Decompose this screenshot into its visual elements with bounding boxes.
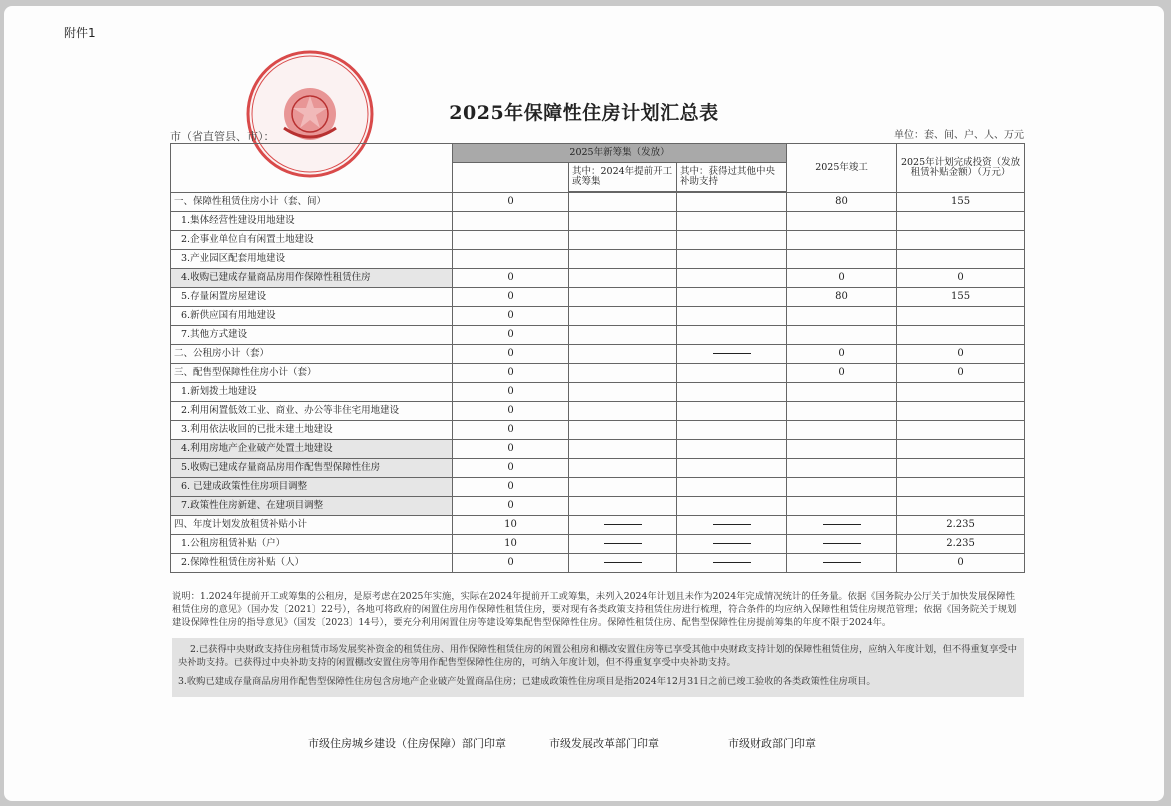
cell-raise-sub2 <box>677 516 787 535</box>
row-label: 1.集体经营性建设用地建设 <box>171 212 453 231</box>
dash-mark <box>713 524 751 525</box>
row-label: 7.其他方式建设 <box>171 326 453 345</box>
row-label: 7.政策性住房新建、在建项目调整 <box>171 497 453 516</box>
header-completed: 2025年竣工 <box>787 144 897 193</box>
table-row <box>171 345 1025 364</box>
cell-raise-sub2 <box>677 269 787 288</box>
header-invest: 2025年计划完成投资（发放租赁补贴金额）（万元） <box>897 144 1025 193</box>
cell-raise: 0 <box>453 459 569 478</box>
cell-raise-sub1 <box>569 383 677 402</box>
dash-mark <box>604 562 642 563</box>
row-label: 1.新划拨土地建设 <box>171 383 453 402</box>
cell-invest <box>897 250 1025 269</box>
cell-invest <box>897 326 1025 345</box>
row-label: 三、配售型保障性住房小计（套） <box>171 364 453 383</box>
cell-completed <box>787 516 897 535</box>
cell-raise-sub1 <box>569 459 677 478</box>
dash-mark <box>604 543 642 544</box>
cell-raise-sub1 <box>569 535 677 554</box>
cell-invest: 2.235 <box>897 535 1025 554</box>
table-row <box>171 364 1025 383</box>
cell-raise-sub1 <box>569 421 677 440</box>
cell-raise: 0 <box>453 269 569 288</box>
table-row <box>171 250 1025 269</box>
cell-invest <box>897 459 1025 478</box>
cell-raise-sub1 <box>569 478 677 497</box>
cell-raise: 0 <box>453 383 569 402</box>
cell-completed: 0 <box>787 269 897 288</box>
table-row <box>171 288 1025 307</box>
cell-raise-sub2 <box>677 478 787 497</box>
cell-raise-sub2 <box>677 250 787 269</box>
cell-invest <box>897 497 1025 516</box>
cell-invest <box>897 383 1025 402</box>
row-label: 3.产业园区配套用地建设 <box>171 250 453 269</box>
cell-invest <box>897 478 1025 497</box>
cell-raise: 0 <box>453 497 569 516</box>
table-row <box>171 535 1025 554</box>
cell-raise: 0 <box>453 554 569 573</box>
cell-completed <box>787 231 897 250</box>
cell-raise-sub1 <box>569 326 677 345</box>
cell-raise-sub2 <box>677 402 787 421</box>
table-row <box>171 269 1025 288</box>
row-label: 四、年度计划发放租赁补贴小计 <box>171 516 453 535</box>
row-label: 二、公租房小计（套） <box>171 345 453 364</box>
cell-invest <box>897 421 1025 440</box>
dash-mark <box>713 543 751 544</box>
row-label: 2.保障性租赁住房补贴（人） <box>171 554 453 573</box>
row-label: 6. 已建成政策性住房项目调整 <box>171 478 453 497</box>
cell-raise-sub2 <box>677 440 787 459</box>
cell-raise-sub2 <box>677 383 787 402</box>
cell-invest: 0 <box>897 364 1025 383</box>
cell-raise-sub1 <box>569 193 677 212</box>
cell-raise-sub2 <box>677 554 787 573</box>
cell-completed <box>787 440 897 459</box>
cell-invest: 155 <box>897 288 1025 307</box>
row-label: 4.利用房地产企业破产处置土地建设 <box>171 440 453 459</box>
cell-completed <box>787 459 897 478</box>
cell-raise: 0 <box>453 364 569 383</box>
note-3: 3.收购已建成存量商品房用作配售型保障性住房包含房地产企业破产处置商品住房；已建成政策性住房项目是指2024年12月31日之前已竣工验收的各类政策性住房项目。 <box>178 676 876 687</box>
cell-raise-sub2 <box>677 307 787 326</box>
stamp-finance: 市级财政部门印章 <box>728 737 816 750</box>
row-label: 5.存量闲置房屋建设 <box>171 288 453 307</box>
cell-raise-sub1 <box>569 364 677 383</box>
table-row <box>171 231 1025 250</box>
row-label: 5.收购已建成存量商品房用作配售型保障性住房 <box>171 459 453 478</box>
cell-raise-sub2 <box>677 459 787 478</box>
cell-completed: 0 <box>787 345 897 364</box>
table-row <box>171 516 1025 535</box>
table-row <box>171 383 1025 402</box>
cell-completed <box>787 250 897 269</box>
document-page <box>4 6 1164 801</box>
cell-raise: 0 <box>453 402 569 421</box>
plan-summary-table <box>170 143 1025 573</box>
cell-raise-sub1 <box>569 212 677 231</box>
row-label: 2.企事业单位自有闲置土地建设 <box>171 231 453 250</box>
cell-raise-sub2 <box>677 326 787 345</box>
row-label: 2.利用闲置低效工业、商业、办公等非住宅用地建设 <box>171 402 453 421</box>
dash-mark <box>823 524 861 525</box>
note-1: 说明：1.2024年提前开工或筹集的公租房，是原考虑在2025年实施，实际在2024年提前开工或筹集，未列入2024年计划且未作为2024年完成情况统计的任务量。依据《国务院办公厅关于加快发展保障性租赁住房的意见》（国办发〔2021〕22号），各地可将政府的闲置住房用作保障性租赁住房，要对现有各类政策支持租赁住房进行梳理，符合条件的均应纳入保障性租赁住房规范管理；依据《国务院关于规划建设保障性住房的指导意见》（国发〔2023〕14号），要充分利用闲置住房等建设筹集配售型保障性住房。保障性租赁住房、配售型保障性住房提前筹集的年度不限于2024年。 <box>172 591 1017 628</box>
cell-raise-sub1 <box>569 231 677 250</box>
cell-completed <box>787 421 897 440</box>
cell-raise: 0 <box>453 440 569 459</box>
cell-invest <box>897 402 1025 421</box>
notes-box <box>172 638 1024 697</box>
cell-invest: 0 <box>897 345 1025 364</box>
cell-completed: 80 <box>787 193 897 212</box>
row-label: 一、保障性租赁住房小计（套、间） <box>171 193 453 212</box>
table-row <box>171 212 1025 231</box>
cell-raise-sub1 <box>569 440 677 459</box>
cell-invest: 2.235 <box>897 516 1025 535</box>
cell-raise-sub2 <box>677 193 787 212</box>
cell-raise: 0 <box>453 288 569 307</box>
row-label: 4.收购已建成存量商品房用作保障性租赁住房 <box>171 269 453 288</box>
header-raise-sub1: 其中：2024年提前开工或筹集 <box>569 163 677 192</box>
dash-mark <box>823 562 861 563</box>
cell-raise-sub1 <box>569 402 677 421</box>
cell-raise-sub2 <box>677 345 787 364</box>
cell-invest: 155 <box>897 193 1025 212</box>
cell-raise-sub2 <box>677 535 787 554</box>
annex-label: 附件1 <box>64 26 96 40</box>
cell-raise: 0 <box>453 478 569 497</box>
cell-raise <box>453 212 569 231</box>
cell-raise: 10 <box>453 516 569 535</box>
cell-raise-sub1 <box>569 497 677 516</box>
row-label: 3.利用依法收回的已批未建土地建设 <box>171 421 453 440</box>
cell-invest <box>897 231 1025 250</box>
cell-completed <box>787 212 897 231</box>
stamp-housing: 市级住房城乡建设（住房保障）部门印章 <box>308 737 506 750</box>
cell-raise-sub2 <box>677 421 787 440</box>
header-item-blank <box>171 144 453 193</box>
cell-raise: 0 <box>453 326 569 345</box>
cell-raise: 0 <box>453 307 569 326</box>
cell-invest <box>897 212 1025 231</box>
unit-label: 单位：套、间、户、人、万元 <box>894 130 1024 141</box>
cell-completed: 0 <box>787 364 897 383</box>
cell-raise-sub2 <box>677 288 787 307</box>
table-row <box>171 307 1025 326</box>
table-row <box>171 478 1025 497</box>
cell-raise-sub1 <box>569 269 677 288</box>
table-row <box>171 421 1025 440</box>
cell-completed <box>787 326 897 345</box>
cell-invest: 0 <box>897 554 1025 573</box>
cell-raise-sub2 <box>677 231 787 250</box>
cell-raise: 0 <box>453 421 569 440</box>
cell-raise-sub1 <box>569 345 677 364</box>
cell-completed: 80 <box>787 288 897 307</box>
cell-completed <box>787 497 897 516</box>
cell-raise-sub1 <box>569 554 677 573</box>
cell-invest <box>897 440 1025 459</box>
cell-raise-sub1 <box>569 516 677 535</box>
dash-mark <box>823 543 861 544</box>
cell-invest: 0 <box>897 269 1025 288</box>
row-label: 1.公租房租赁补贴（户） <box>171 535 453 554</box>
cell-raise <box>453 250 569 269</box>
cell-raise-sub1 <box>569 250 677 269</box>
note-2: 2.已获得中央财政支持住房租赁市场发展奖补资金的租赁住房、用作保障性租赁住房的闲置公租房和棚改安置住房等已享受其他中央财政支持计划的保障性租赁住房，应纳入年度计划，但不得重复享受中央补助支持。已获得过中央补助支持的闲置棚改安置住房等用作配售型保障性住房的，可纳入年度计划，但不得重复享受中央补助支持。 <box>178 644 1017 668</box>
cell-raise-sub2 <box>677 364 787 383</box>
cell-raise <box>453 231 569 250</box>
table-row <box>171 554 1025 573</box>
page-title: 2025年保障性住房计划汇总表 <box>449 102 719 124</box>
cell-raise-sub1 <box>569 307 677 326</box>
cell-completed <box>787 307 897 326</box>
table-row <box>171 402 1025 421</box>
cell-raise: 0 <box>453 193 569 212</box>
cell-completed <box>787 478 897 497</box>
notes-section <box>172 590 1024 697</box>
header-raise-sub2: 其中：获得过其他中央补助支持 <box>677 163 787 192</box>
cell-raise: 0 <box>453 345 569 364</box>
row-label: 6.新供应国有用地建设 <box>171 307 453 326</box>
cell-invest <box>897 307 1025 326</box>
cell-raise: 10 <box>453 535 569 554</box>
dash-mark <box>604 524 642 525</box>
cell-raise-sub2 <box>677 212 787 231</box>
cell-raise-sub2 <box>677 497 787 516</box>
header-raise-total <box>453 163 569 193</box>
dash-mark <box>713 353 751 354</box>
header-raise: 2025年新筹集（发放） <box>453 144 787 163</box>
table-row <box>171 193 1025 212</box>
table-row <box>171 459 1025 478</box>
cell-completed <box>787 402 897 421</box>
table-row <box>171 326 1025 345</box>
city-line: 市（省直管县、市）： <box>170 130 275 143</box>
dash-mark <box>713 562 751 563</box>
cell-completed <box>787 554 897 573</box>
cell-raise-sub1 <box>569 288 677 307</box>
cell-completed <box>787 535 897 554</box>
table-row <box>171 440 1025 459</box>
stamp-ndrc: 市级发展改革部门印章 <box>549 737 659 750</box>
table-row <box>171 497 1025 516</box>
cell-completed <box>787 383 897 402</box>
